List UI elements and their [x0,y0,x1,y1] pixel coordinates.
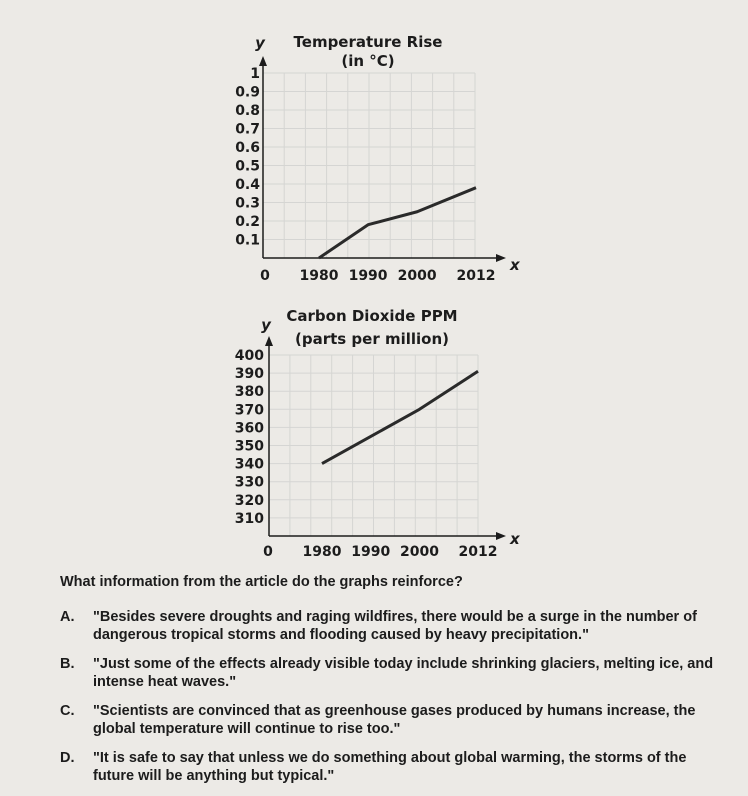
x-axis-letter: x [510,256,520,274]
y-tick-label: 390 [234,366,264,383]
origin-label: 0 [260,268,270,284]
y-tick-label: 380 [234,384,264,401]
choice-text: "Just some of the effects already visible today include shrinking glaciers, melting ice, and intense heat waves." [93,656,714,690]
y-axis-arrow [259,56,267,66]
y-tick-label: 0.9 [235,84,260,101]
x-axis-arrow [496,254,506,262]
chart-title: Temperature Rise [293,33,443,51]
y-axis-letter: y [255,34,265,52]
y-tick-label: 0.4 [235,177,260,193]
x-tick-label: 1990 [348,268,388,284]
y-tick-label: 360 [234,420,264,437]
grid-lines [269,355,478,536]
x-tick-label: 1990 [351,544,391,560]
y-axis-arrow [265,336,273,346]
choice-text: "Scientists are convinced that as greenhouse gases produced by humans increase, the global temperature will continue to rise too." [93,703,696,737]
answer-choices [60,608,720,796]
x-tick-label: 1980 [302,544,342,560]
y-tick-label: 350 [234,438,264,455]
answer-choice-c[interactable] [60,702,720,738]
carbon-dioxide-chart [0,300,748,570]
choice-letter: D. [60,750,75,766]
temperature-rise-chart [0,0,748,300]
y-tick-labels [235,348,264,527]
y-tick-label: 320 [234,492,264,509]
x-tick-label: 2012 [456,268,496,284]
y-tick-label: 370 [234,402,264,419]
choice-letter: B. [60,656,75,672]
grid-lines [263,73,475,258]
origin-label: 0 [263,544,273,560]
y-axis-letter: y [261,316,271,334]
answer-choice-d[interactable] [60,749,720,785]
choice-letter: A. [60,609,75,625]
series-line [319,188,476,258]
y-tick-label: 1 [250,66,260,82]
x-tick-labels [300,268,496,284]
answer-choice-a[interactable] [60,608,720,644]
choice-text: "It is safe to say that unless we do something about global warming, the storms of the future will be anything but typical." [93,750,687,784]
chart-subtitle: (in °C) [341,52,395,70]
y-tick-label: 0.1 [235,232,260,249]
answer-choice-b[interactable] [60,655,720,691]
chart-subtitle: (parts per million) [295,330,449,348]
series-line [322,371,478,463]
y-tick-labels [235,66,260,249]
x-tick-labels [303,544,498,560]
y-tick-label: 0.6 [235,140,260,156]
x-tick-label: 1980 [299,268,339,284]
y-tick-label: 330 [234,474,264,491]
choice-letter: C. [60,703,75,719]
x-axis-arrow [496,532,506,540]
series-lines [322,371,478,463]
question-prompt: What information from the article do the graphs reinforce? [60,574,463,590]
y-tick-label: 0.2 [235,214,260,230]
x-tick-label: 2012 [458,544,498,560]
y-tick-label: 0.8 [235,103,260,119]
y-tick-label: 0.7 [235,121,260,138]
x-tick-label: 2000 [397,268,437,284]
y-tick-label: 310 [234,510,264,527]
y-tick-label: 0.5 [235,158,260,175]
x-axis-letter: x [510,530,520,548]
chart-title: Carbon Dioxide PPM [286,307,458,325]
y-tick-label: 0.3 [235,195,260,212]
y-tick-label: 340 [234,456,264,473]
y-tick-label: 400 [234,348,264,364]
choice-text: "Besides severe droughts and raging wildfires, there would be a surge in the number of dangerous tropical storms and flooding caused by heavy precipitation." [93,609,697,643]
series-lines [319,188,476,258]
x-tick-label: 2000 [400,544,439,560]
